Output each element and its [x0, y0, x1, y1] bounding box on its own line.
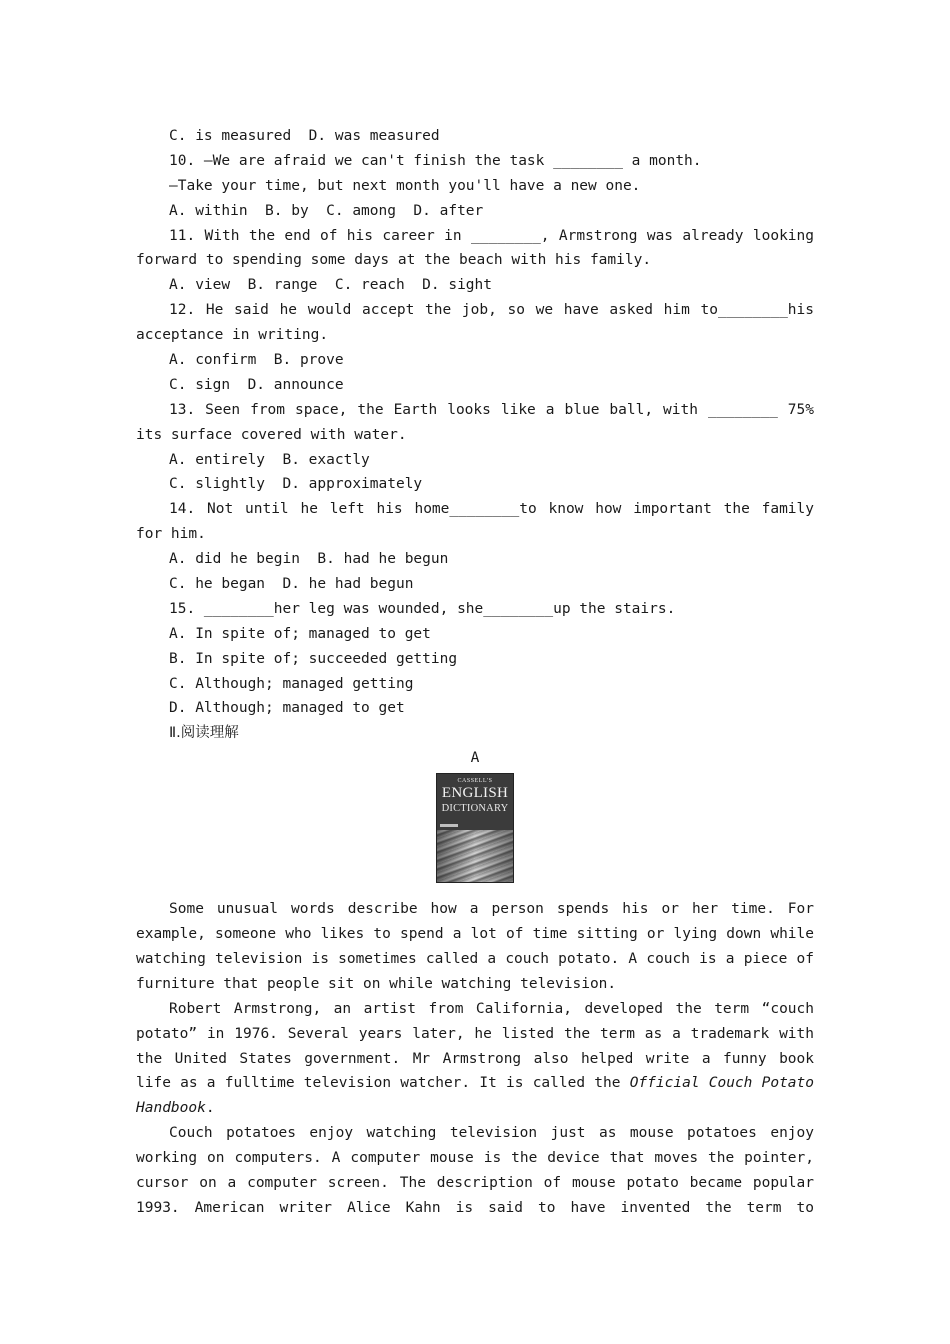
passage-label: A	[470, 750, 480, 767]
passage-line	[136, 1096, 814, 1121]
text-line: C. he began D. he had begun	[169, 576, 414, 593]
text-line: furniture that people sit on while watching television.	[136, 975, 617, 992]
text-line: 11. With the end of his career in ________, Armstrong was already looking	[169, 227, 814, 244]
document-page	[136, 124, 814, 1221]
text-line: Couch potatoes enjoy watching television just as mouse potatoes enjoy	[169, 1125, 814, 1142]
text-line: forward to spending some days at the beach with his family.	[136, 252, 652, 269]
text-line: A. In spite of; managed to get	[169, 625, 431, 642]
text-line: Robert Armstrong, an artist from California, developed the term “couch	[169, 1000, 814, 1017]
cover-title-english: ENGLISH	[441, 785, 509, 802]
passage-text	[136, 897, 814, 1071]
text-line: A. confirm B. prove	[169, 352, 344, 369]
text-line: A. did he begin B. had he begun	[169, 551, 449, 568]
text-line: watching television is sometimes called a couch potato. A couch is a piece of	[136, 950, 814, 967]
text-line: C. slightly D. approximately	[169, 476, 423, 493]
text-line: D. Although; managed to get	[169, 700, 405, 717]
section-heading: Ⅱ.阅读理解	[169, 725, 239, 742]
cover-photo	[437, 830, 513, 882]
handbook-line-text: life as a fulltime television watcher. It is called the	[136, 1075, 621, 1092]
text-line: 12. He said he would accept the job, so we have asked him to________his	[169, 302, 814, 319]
text-line: —Take your time, but next month you'll have a new one.	[169, 177, 641, 194]
book-cover-image	[136, 773, 814, 883]
text-line: Some unusual words describe how a person spends his or her time. For	[169, 901, 814, 918]
text-line: A. entirely B. exactly	[169, 451, 370, 468]
text-line: 1993. American writer Alice Kahn is said to have invented the term to	[136, 1199, 814, 1216]
text-line: for him.	[136, 526, 206, 543]
text-line: potato” in 1976. Several years later, he listed the term as a trademark with	[136, 1025, 814, 1042]
passage-line	[136, 1071, 814, 1096]
text-line: C. Although; managed getting	[169, 675, 414, 692]
text-line: its surface covered with water.	[136, 426, 407, 443]
book-title-part2: Handbook	[136, 1100, 206, 1117]
text-line: cursor on a computer screen. The description of mouse potato became popular	[136, 1174, 814, 1191]
period: .	[205, 1100, 215, 1117]
dictionary-cover	[436, 773, 514, 883]
text-line: B. In spite of; succeeded getting	[169, 650, 458, 667]
text-line: the United States government. Mr Armstrong also helped write a funny book	[136, 1050, 814, 1067]
passage-text-continued	[136, 1121, 814, 1221]
text-line: 14. Not until he left his home________to know how important the family	[169, 501, 814, 518]
text-line: 15. ________her leg was wounded, she________up the stairs.	[169, 600, 676, 617]
text-line: C. sign D. announce	[169, 376, 344, 393]
text-line: 13. Seen from space, the Earth looks like a blue ball, with ________ 75%	[169, 401, 814, 418]
exercise-questions	[136, 124, 814, 721]
cover-publisher: CASSELL'S	[457, 778, 493, 785]
text-line: C. is measured D. was measured	[169, 128, 440, 144]
text-line: working on computers. A computer mouse is the device that moves the pointer,	[136, 1150, 814, 1167]
book-title-part1: Official Couch Potato	[629, 1075, 814, 1092]
text-line: A. view B. range C. reach D. sight	[169, 277, 493, 294]
cover-title-dictionary: DICTIONARY	[441, 803, 509, 815]
text-line: A. within B. by C. among D. after	[169, 202, 484, 219]
text-line: 10. —We are afraid we can't finish the task ________ a month.	[169, 152, 702, 169]
text-line: acceptance in writing.	[136, 327, 329, 344]
cover-bar	[440, 824, 458, 827]
text-line: example, someone who likes to spend a lot of time sitting or lying down while	[136, 926, 814, 943]
